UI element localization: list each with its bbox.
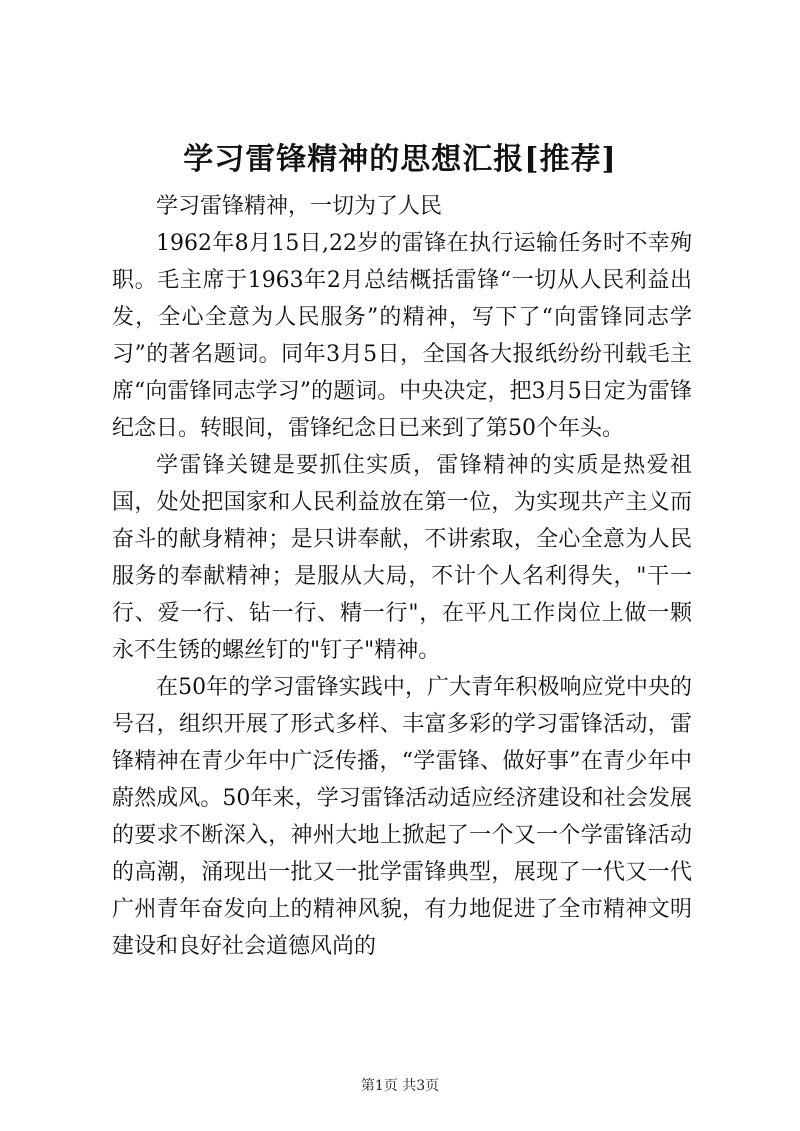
document-title: 学习雷锋精神的思想汇报[推荐]	[183, 142, 617, 177]
paragraph-1: 1962年8月15日,22岁的雷锋在执行运输任务时不幸殉职。毛主席于1963年2月总结概括雷锋“一切从人民利益出发，全心全意为人民服务”的精神，写下了“向雷锋同志学习”的著名题词。同年3月5日，全国各大报纸纷纷刊载毛主席“向雷锋同志学习”的题词。中央决定，把3月5日定为雷锋纪念日。转眼间，雷锋纪念日已来到了第50个年头。	[112, 231, 692, 441]
document-subtitle: 学习雷锋精神，一切为了人民	[156, 194, 443, 219]
paragraph-2: 学雷锋关键是要抓住实质，雷锋精神的实质是热爱祖国，处处把国家和人民利益放在第一位，为实现共产主义而奋斗的献身精神；是只讲奉献，不讲索取，全心全意为人民服务的奉献精神；是服从大局，不计个人名利得失，"干一行、爱一行、钻一行、精一行"，在平凡工作岗位上做一颗永不生锈的螺丝钉的"钉子"精神。	[112, 453, 692, 663]
paragraph-3: 在50年的学习雷锋实践中，广大青年积极响应党中央的号召，组织开展了形式多样、丰富多彩的学习雷锋活动，雷锋精神在青少年中广泛传播，“学雷锋、做好事”在青少年中蔚然成风。50年来，学习雷锋活动适应经济建设和社会发展的要求不断深入，神州大地上掀起了一个又一个学雷锋活动的高潮，涌现出一批又一批学雷锋典型，展现了一代又一代广州青年奋发向上的精神风貌，有力地促进了全市精神文明建设和良好社会道德风尚的	[112, 675, 692, 959]
document-body	[112, 188, 692, 965]
page-indicator: 第1页 共3页	[360, 1078, 440, 1094]
